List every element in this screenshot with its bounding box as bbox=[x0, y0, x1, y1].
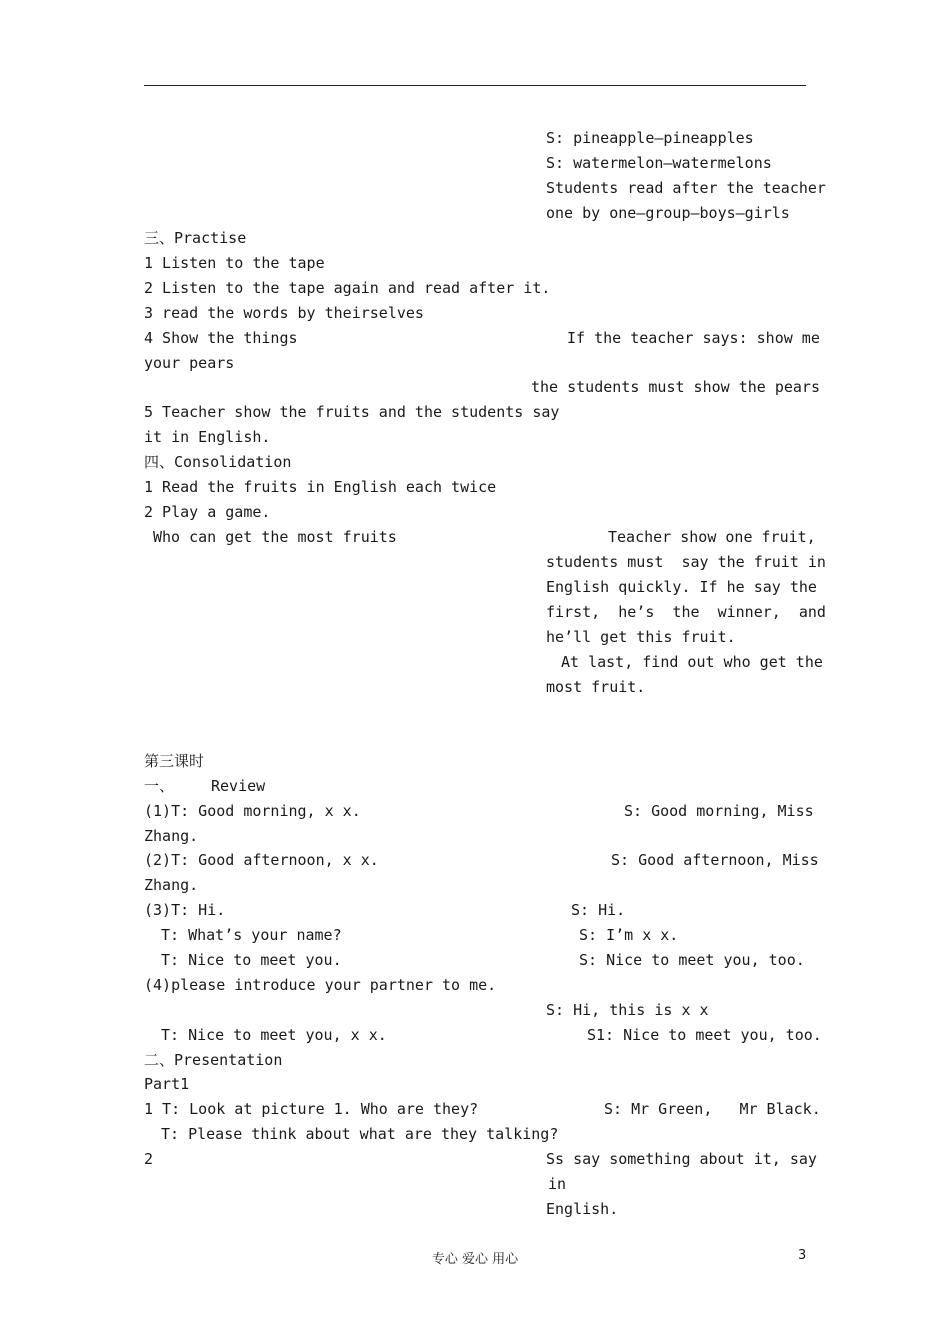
dialogue-student: Ss say something about it, say bbox=[546, 1150, 817, 1168]
section-number: 一、 bbox=[144, 777, 175, 795]
text-line: Zhang. bbox=[144, 827, 199, 845]
text-line: At last, find out who get the bbox=[561, 653, 823, 671]
dialogue-teacher: T: What’s your name? bbox=[161, 926, 342, 944]
list-number: 2 bbox=[144, 1150, 154, 1168]
text-line: If the teacher says: show me bbox=[567, 329, 820, 347]
footer-motto: 专心 爱心 用心 bbox=[431, 1252, 519, 1267]
list-item: 1 Read the fruits in English each twice bbox=[144, 478, 497, 496]
text-line: S: pineapple—pineapples bbox=[546, 129, 754, 147]
dialogue-teacher: (3)T: Hi. bbox=[144, 901, 226, 919]
dialogue-student: S: Mr Green, Mr Black. bbox=[604, 1100, 821, 1118]
list-item: 2 Play a game. bbox=[144, 503, 271, 521]
dialogue-teacher: T: Nice to meet you. bbox=[161, 951, 342, 969]
list-item: 5 Teacher show the fruits and the students say bbox=[144, 403, 560, 421]
list-item: 3 read the words by theirselves bbox=[144, 304, 424, 322]
dialogue-student: S: Good afternoon, Miss bbox=[611, 851, 819, 869]
dialogue-student: S: Hi. bbox=[571, 901, 626, 919]
dialogue-teacher: T: Nice to meet you, x x. bbox=[161, 1026, 387, 1044]
text-line: in bbox=[548, 1175, 567, 1193]
section-heading: 二、Presentation bbox=[144, 1051, 283, 1069]
section-heading: Review bbox=[211, 777, 266, 795]
text-line: Students read after the teacher bbox=[546, 179, 826, 197]
dialogue-teacher: (4)please introduce your partner to me. bbox=[144, 976, 497, 994]
text-line: S: watermelon—watermelons bbox=[546, 154, 772, 172]
dialogue-student: S1: Nice to meet you, too. bbox=[587, 1026, 822, 1044]
dialogue-student: S: Nice to meet you, too. bbox=[579, 951, 805, 969]
section-heading: 四、Consolidation bbox=[144, 453, 292, 471]
text-line: first, he’s the winner, and bbox=[546, 603, 826, 621]
dialogue-teacher: T: Please think about what are they talking? bbox=[161, 1125, 559, 1143]
dialogue-student: S: Hi, this is x x bbox=[546, 1001, 709, 1019]
text-line: Who can get the most fruits bbox=[153, 528, 397, 546]
part-label: Part1 bbox=[144, 1075, 190, 1093]
text-line: he’ll get this fruit. bbox=[546, 628, 736, 646]
lesson-title: 第三课时 bbox=[144, 752, 205, 770]
list-item: 1 Listen to the tape bbox=[144, 254, 325, 272]
text-line: it in English. bbox=[144, 428, 271, 446]
text-line: students must say the fruit in bbox=[546, 553, 826, 571]
text-line: one by one—group—boys—girls bbox=[546, 204, 790, 222]
dialogue-student: S: Good morning, Miss bbox=[624, 802, 814, 820]
page-number: 3 bbox=[798, 1248, 807, 1263]
text-line: English. bbox=[546, 1200, 619, 1218]
text-line: Teacher show one fruit, bbox=[608, 528, 816, 546]
text-line: most fruit. bbox=[546, 678, 646, 696]
section-heading: 三、Practise bbox=[144, 229, 247, 247]
text-line: English quickly. If he say the bbox=[546, 578, 817, 596]
list-item: 4 Show the things bbox=[144, 329, 298, 347]
dialogue-teacher: (2)T: Good afternoon, x x. bbox=[144, 851, 379, 869]
dialogue-teacher: 1 T: Look at picture 1. Who are they? bbox=[144, 1100, 479, 1118]
text-line: your pears bbox=[144, 354, 235, 372]
text-line: the students must show the pears bbox=[531, 378, 820, 396]
dialogue-student: S: I’m x x. bbox=[579, 926, 679, 944]
list-item: 2 Listen to the tape again and read after it. bbox=[144, 279, 551, 297]
text-line: Zhang. bbox=[144, 876, 199, 894]
header-rule bbox=[144, 85, 806, 86]
dialogue-teacher: (1)T: Good morning, x x. bbox=[144, 802, 361, 820]
